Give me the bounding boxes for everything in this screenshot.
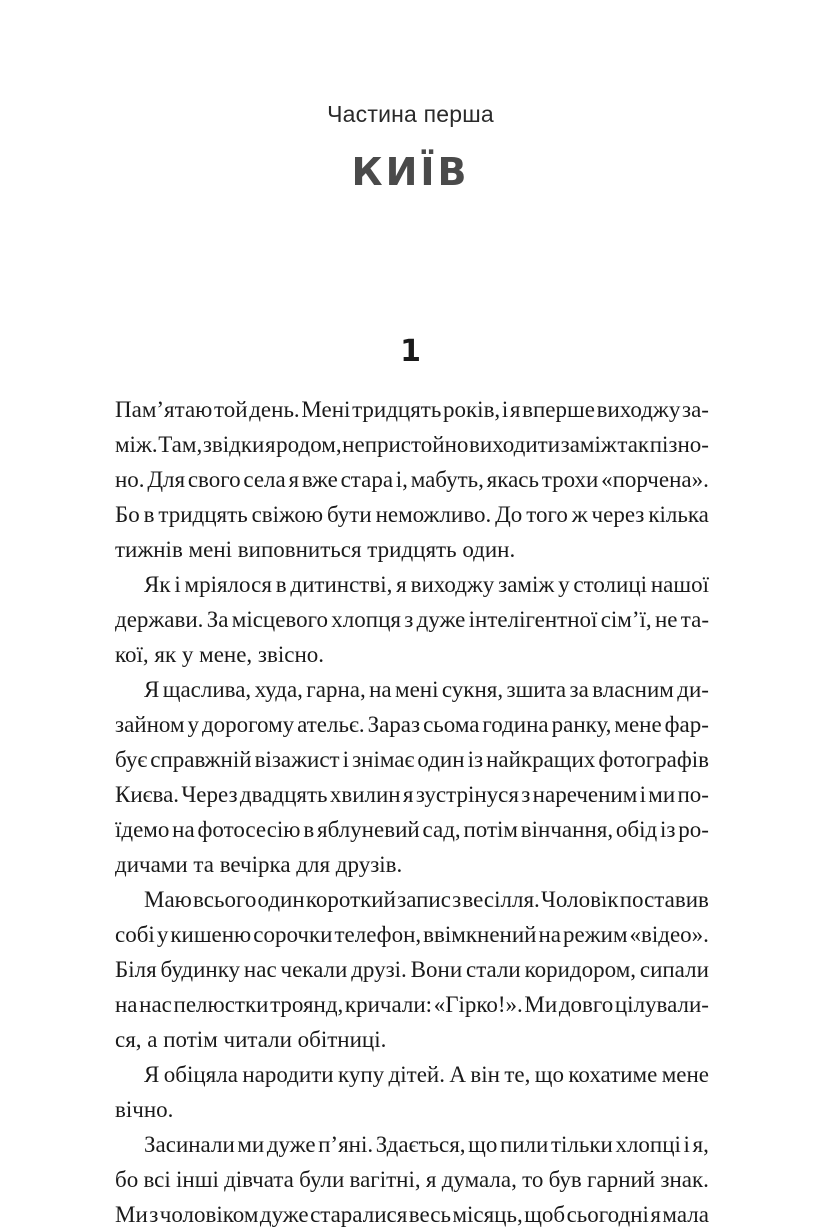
text-line: ся, а потім читали обітниці. [115, 1027, 387, 1052]
text-line: дичами та вечірка для друзів. [115, 852, 403, 877]
text-line: їдемо на фотосесію в яблуневий сад, потім вінчання, обід із ро- [115, 817, 709, 842]
text-line: собі у кишеню сорочки телефон, ввімкнений на режим «відео». [115, 922, 709, 947]
text-line: Біля будинку нас чекали друзі. Вони стали коридором, сипали [115, 957, 709, 982]
text-line: Пам’ятаю той день. Мені тридцять років, і я вперше виходжу за- [115, 397, 709, 422]
text-line: Києва. Через двадцять хвилин я зустрінуся з нареченим і ми по- [115, 782, 709, 807]
text-line: Маю всього один короткий запис з весілля. Чоловік поставив [144, 887, 709, 912]
text-line: бо всі інші дівчата були вагітні, я думала, то був гарний знак. [115, 1167, 709, 1192]
chapter-number: 1 [400, 334, 421, 369]
text-line: Я обіцяла народити купу дітей. А він те, що кохатиме мене [144, 1062, 709, 1087]
text-line: но. Для свого села я вже стара і, мабуть, якась трохи «порчена». [115, 467, 709, 492]
text-line: Ми з чоловіком дуже старалися весь місяць, щоб сьогодні я мала [115, 1202, 709, 1227]
part-label: Частина перша [327, 101, 494, 127]
text-line: зайном у дорогому ательє. Зараз сьома година ранку, мене фар- [115, 712, 709, 737]
text-line: кої, як у мене, звісно. [115, 642, 325, 667]
text-line: Як і мріялося в дитинстві, я виходжу заміж у столиці нашої [144, 572, 709, 597]
text-line: між. Там, звідки я родом, непристойно виходити заміж так пізно- [115, 432, 709, 457]
text-line: Засинали ми дуже п’яні. Здається, що пили тільки хлопці і я, [144, 1132, 709, 1157]
chapter-body-text [115, 392, 709, 1232]
text-line: бує справжній візажист і знімає один із найкращих фотографів [115, 747, 709, 772]
text-line: Я щаслива, худа, гарна, на мені сукня, зшита за власним ди- [144, 677, 709, 702]
part-title: КИЇВ [351, 150, 470, 194]
text-line: Бо в тридцять свіжою бути неможливо. До того ж через кілька [115, 502, 709, 527]
text-line: на нас пелюстки троянд, кричали: «Гірко!». Ми довго цілували- [115, 992, 709, 1017]
text-line: вічно. [115, 1097, 174, 1122]
text-line: тижнів мені виповниться тридцять один. [115, 537, 516, 562]
text-line: держави. За місцевого хлопця з дуже інтелігентної сім’ї, не та- [115, 607, 709, 632]
